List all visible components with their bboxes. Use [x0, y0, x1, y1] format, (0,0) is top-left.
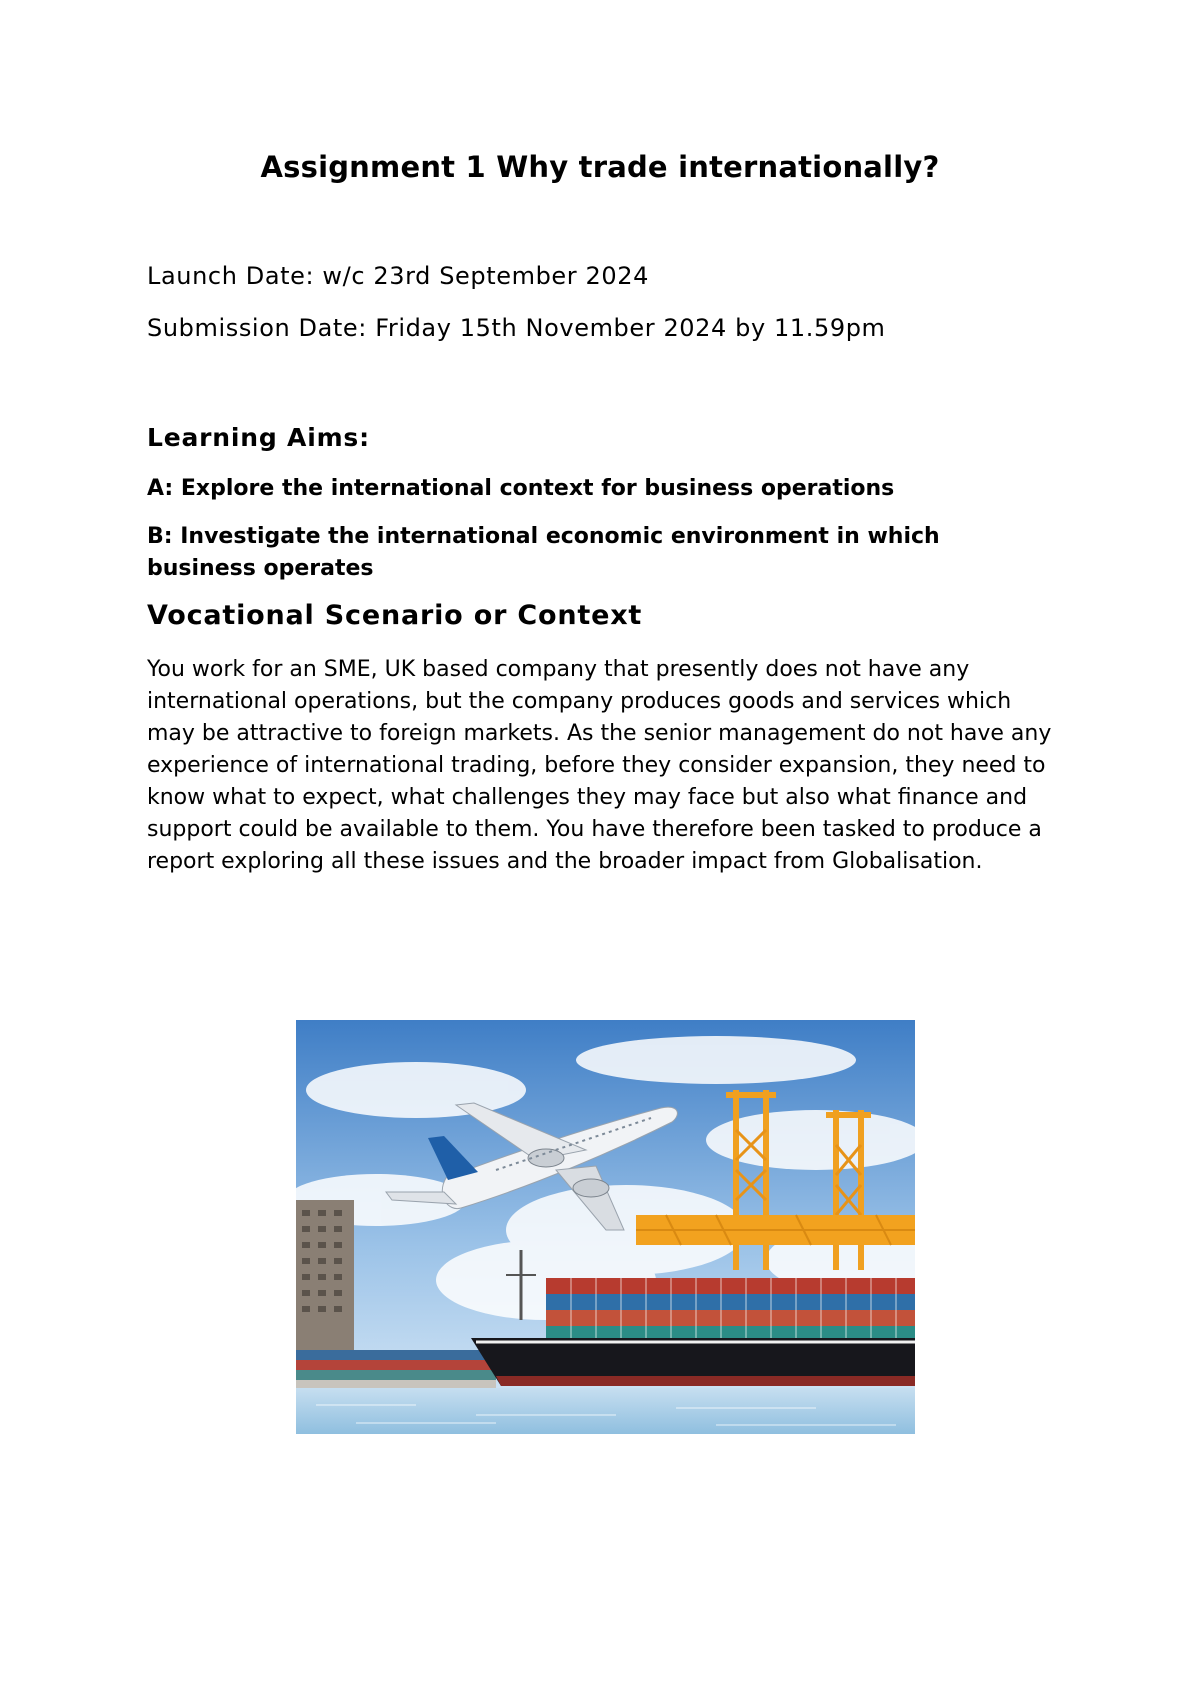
- learning-aim-a: A: Explore the international context for business operations: [147, 476, 895, 501]
- scenario-body: You work for an SME, UK based company that presently does not have any international operations, but the company produces goods and services which may be attractive to foreign markets. As the senior management do not have any experience of international trading, before they consider expansion, they need to know what to expect, what challenges they may face but also what finance and support could be available to them. You have therefore been tasked to produce a report exploring all these issues and the broader impact from Globalisation.: [147, 657, 1052, 874]
- airplane-cargo-port-photo: [296, 1020, 915, 1434]
- submission-date: Submission Date: Friday 15th November 2024 by 11.59pm: [147, 314, 886, 342]
- learning-aims-heading: Learning Aims:: [147, 423, 370, 452]
- page-title: Assignment 1 Why trade internationally?: [260, 150, 940, 184]
- launch-date: Launch Date: w/c 23rd September 2024: [147, 262, 649, 290]
- learning-aim-b: B: Investigate the international economic environment in which business operates: [147, 524, 940, 581]
- scenario-heading: Vocational Scenario or Context: [147, 600, 643, 631]
